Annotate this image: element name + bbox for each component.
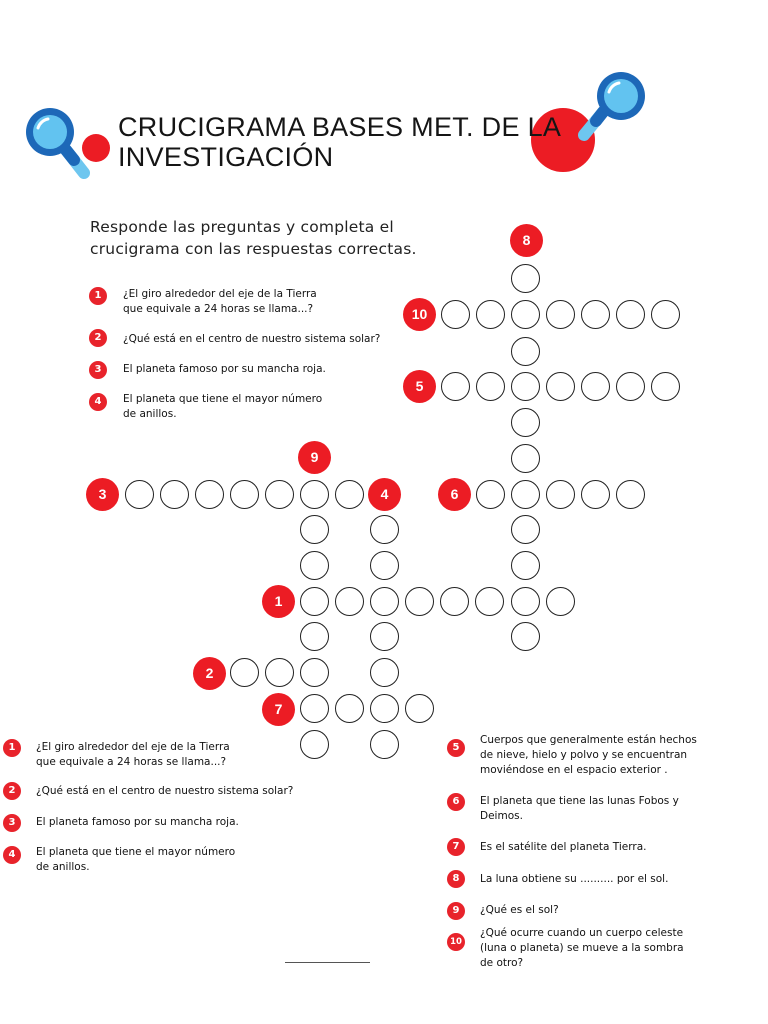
clue-number-badge: 10 [447,933,465,951]
crossword-number-badge: 2 [193,657,226,690]
crossword-cell[interactable] [511,515,540,544]
clue-number-badge: 8 [447,870,465,888]
crossword-number-badge: 7 [262,693,295,726]
crossword-cell[interactable] [335,480,364,509]
crossword-cell[interactable] [335,587,364,616]
crossword-cell[interactable] [230,480,259,509]
clue-text: El planeta famoso por su mancha roja. [36,816,239,828]
crossword-cell[interactable] [300,587,329,616]
crossword-cell[interactable] [300,694,329,723]
crossword-cell[interactable] [511,587,540,616]
crossword-cell[interactable] [616,480,645,509]
crossword-cell[interactable] [475,587,504,616]
crossword-cell[interactable] [546,300,575,329]
crossword-number-badge: 9 [298,441,331,474]
crossword-cell[interactable] [546,480,575,509]
crossword-cell[interactable] [511,372,540,401]
crossword-cell[interactable] [230,658,259,687]
crossword-cell[interactable] [511,408,540,437]
clue-text: ¿Qué está en el centro de nuestro sistema solar? [123,333,381,345]
page-title [118,112,588,172]
crossword-cell[interactable] [511,551,540,580]
clue-text: El planeta que tiene el mayor número de anillos. [123,393,323,420]
crossword-cell[interactable] [441,300,470,329]
clue-text: ¿El giro alrededor del eje de la Tierra que equivale a 24 horas se llama...? [123,288,317,315]
crossword-cell[interactable] [581,372,610,401]
crossword-cell[interactable] [651,300,680,329]
crossword-cell[interactable] [511,264,540,293]
crossword-cell[interactable] [546,587,575,616]
clue-text: ¿Qué es el sol? [480,904,559,916]
crossword-number-badge: 3 [86,478,119,511]
crossword-cell[interactable] [300,515,329,544]
crossword-number-badge: 5 [403,370,436,403]
clue-number-badge: 5 [447,739,465,757]
clue-number-badge: 2 [89,329,107,347]
crossword-cell[interactable] [651,372,680,401]
clue-number-badge: 1 [3,739,21,757]
crossword-cell[interactable] [370,515,399,544]
red-dot-decoration [82,134,110,162]
crossword-cell[interactable] [581,480,610,509]
crossword-cell[interactable] [546,372,575,401]
clue-number-badge: 2 [3,782,21,800]
clue-number-badge: 3 [89,361,107,379]
clue-text: El planeta que tiene las lunas Fobos y Deimos. [480,795,679,822]
crossword-cell[interactable] [300,622,329,651]
clue-number-badge: 1 [89,287,107,305]
crossword-cell[interactable] [370,694,399,723]
clue-text: Es el satélite del planeta Tierra. [480,841,647,853]
magnifier-icon [26,108,84,173]
magnifier-icon [584,72,645,135]
clue-number-badge: 4 [3,846,21,864]
crossword-cell[interactable] [405,694,434,723]
clue-text: ¿El giro alrededor del eje de la Tierra que equivale a 24 horas se llama...? [36,741,230,768]
crossword-cell[interactable] [370,622,399,651]
crossword-cell[interactable] [616,300,645,329]
clue-text: La luna obtiene su .......... por el sol. [480,873,669,885]
crossword-cell[interactable] [160,480,189,509]
crossword-cell[interactable] [370,658,399,687]
clue-number-badge: 4 [89,393,107,411]
crossword-cell[interactable] [265,658,294,687]
crossword-cell[interactable] [265,480,294,509]
crossword-cell[interactable] [511,480,540,509]
crossword-cell[interactable] [511,337,540,366]
crossword-number-badge: 4 [368,478,401,511]
crossword-cell[interactable] [440,587,469,616]
crossword-cell[interactable] [370,587,399,616]
crossword-cell[interactable] [370,730,399,759]
crossword-cell[interactable] [370,551,399,580]
clue-number-badge: 7 [447,838,465,856]
clue-text: El planeta famoso por su mancha roja. [123,363,326,375]
crossword-cell[interactable] [405,587,434,616]
crossword-cell[interactable] [300,551,329,580]
crossword-number-badge: 10 [403,298,436,331]
crossword-cell[interactable] [476,372,505,401]
crossword-number-badge: 1 [262,585,295,618]
crossword-number-badge: 6 [438,478,471,511]
clue-number-badge: 6 [447,793,465,811]
crossword-cell[interactable] [511,444,540,473]
footer-divider [285,962,370,963]
crossword-cell[interactable] [476,300,505,329]
crossword-cell[interactable] [581,300,610,329]
crossword-cell[interactable] [195,480,224,509]
clue-text: El planeta que tiene el mayor número de anillos. [36,846,236,873]
clue-number-badge: 3 [3,814,21,832]
title-line-1: CRUCIGRAMA BASES MET. DE LA [118,112,562,142]
crossword-cell[interactable] [441,372,470,401]
crossword-cell[interactable] [476,480,505,509]
crossword-cell[interactable] [300,480,329,509]
crossword-cell[interactable] [616,372,645,401]
crossword-cell[interactable] [511,300,540,329]
crossword-cell[interactable] [300,658,329,687]
title-line-2: INVESTIGACIÓN [118,142,334,172]
crossword-cell[interactable] [125,480,154,509]
crossword-cell[interactable] [511,622,540,651]
crossword-number-badge: 8 [510,224,543,257]
clue-number-badge: 9 [447,902,465,920]
clue-text: Cuerpos que generalmente están hechos de nieve, hielo y polvo y se encuentran moviéndose en el espacio exterior . [480,734,697,776]
instructions-text: Responde las preguntas y completa el crucigrama con las respuestas correctas. [90,218,417,258]
clue-text: ¿Qué está en el centro de nuestro sistema solar? [36,785,294,797]
clue-text: ¿Qué ocurre cuando un cuerpo celeste (luna o planeta) se mueve a la sombra de otro? [480,927,684,969]
crossword-cell[interactable] [335,694,364,723]
